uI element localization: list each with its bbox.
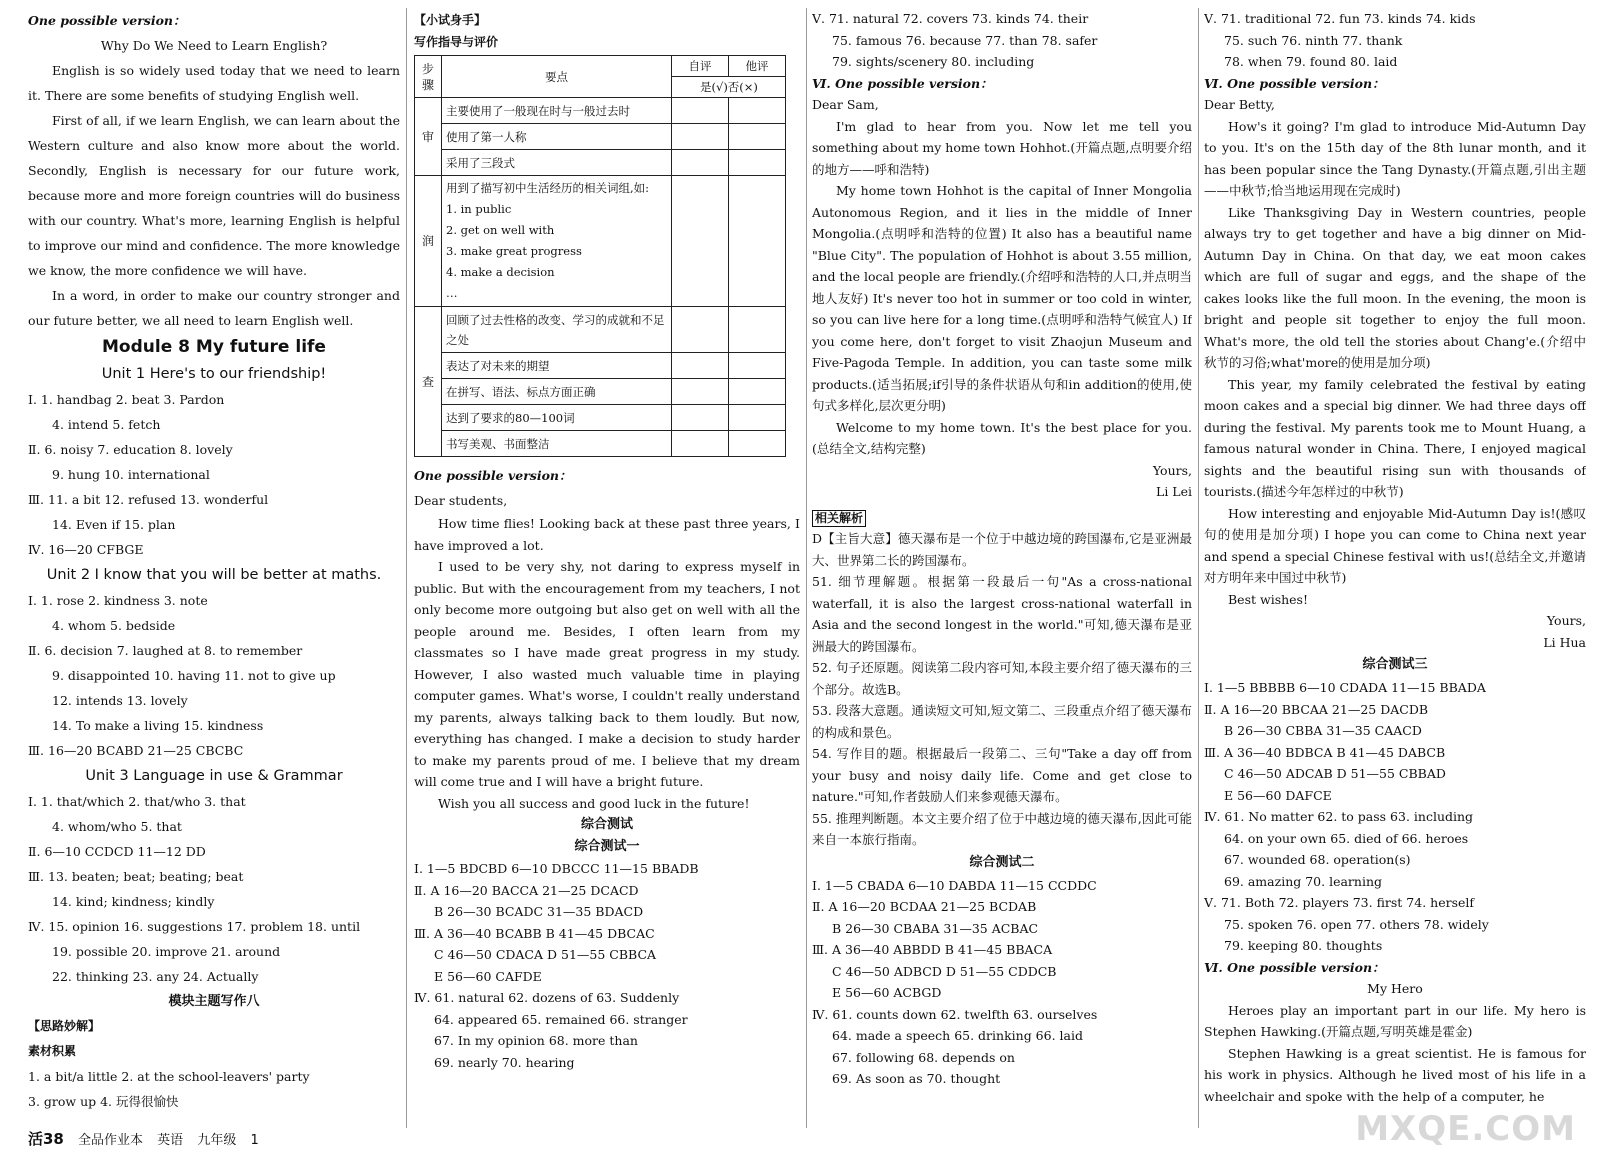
answer-line: Ⅲ. 13. beaten; beat; beating; beat — [28, 869, 244, 884]
rubric-point-intro: 用到了描写初中生活经历的相关词组,如: — [446, 181, 650, 195]
analysis-item: 54. 写作目的题。根据最后一段第二、三句"Take a day off from your busy and noisy daily life. Come and get close to nature."可知,作者鼓励人们来参观德天瀑布。 — [812, 746, 1192, 804]
page-number: 活38 — [28, 1130, 64, 1148]
table-row — [415, 353, 786, 379]
self-check-cell[interactable] — [672, 124, 729, 150]
column-divider — [406, 8, 407, 1128]
letter-paragraph: Like Thanksgiving Day in Western countries, people always try to get together and have a big dinner on Mid-Autumn Day in China. On that day, we eat moon cakes which are full of sugar and eggs, and the shape of the cakes looks like the full moon. In the evening, the moon is bright and people sit together to enjoy the full moon. What's more, the old tell the stories about Chang'e.(介绍中秋节的习俗;what'more的使用是加分项) — [1204, 204, 1586, 370]
answer-line: 19. possible 20. improve 21. around — [52, 944, 281, 959]
series-name: 全品作业本 — [78, 1133, 144, 1148]
table-row — [415, 431, 786, 457]
rubric-title: 写作指导与评价 — [414, 35, 499, 49]
unit-title: Unit 3 Language in use & Grammar — [85, 768, 343, 784]
self-check-cell[interactable] — [672, 150, 729, 176]
essay-title: My Hero — [1367, 981, 1423, 996]
essay-paragraph: In a word, in order to make our country stronger and our future better, we all need to learn English well. — [28, 288, 400, 328]
answer-line: 69. amazing 70. learning — [1224, 873, 1382, 889]
phrase-item: 2. get on well with — [446, 223, 555, 237]
letter-paragraph: How time flies! Looking back at these past three years, I have improved a lot. — [414, 516, 800, 553]
answer-line: Ⅰ. 1. handbag 2. beat 3. Pardon — [28, 392, 225, 407]
essay-paragraph: First of all, if we learn English, we can learn about the Western culture and also know more about the world. Secondly, English is necessary for our future work, because more and more foreign countries will do business with our country. What's more, learning English is helpful to improve our mind and confidence. The more knowledge we know, the more confidence we will have. — [28, 113, 400, 278]
volume-number: 1 — [250, 1133, 259, 1148]
essay-paragraph: Heroes play an important part in our life. My hero is Stephen Hawking.(开篇点题,写明英雄是霍金) — [1204, 1002, 1586, 1039]
answer-line: Ⅲ. A 36—40 BCABB B 41—45 DBCAC — [414, 925, 655, 941]
answer-line: 67. wounded 68. operation(s) — [1224, 852, 1411, 867]
step-label: 润 — [415, 176, 442, 307]
rubric-point: 回顾了过去性格的改变、学习的成就和不足之处 — [442, 307, 672, 353]
table-row — [415, 98, 786, 124]
answer-line: 69. nearly 70. hearing — [434, 1054, 575, 1070]
letter-signature: Li Hua — [1543, 634, 1586, 650]
step-label: 审 — [415, 98, 442, 176]
peer-check-cell[interactable] — [729, 405, 786, 431]
analysis-item: 53. 段落大意题。通读短文可知,短文第二、三段重点介绍了德天瀑布的构成和景色。 — [812, 703, 1192, 740]
answer-line: E 56—60 DAFCE — [1224, 787, 1332, 803]
answer-line: 67. following 68. depends on — [832, 1049, 1015, 1065]
letter-signature: Li Lei — [1156, 484, 1192, 499]
page-footer — [28, 1129, 269, 1151]
letter-paragraph: I used to be very shy, not daring to express myself in public. But with the encouragement from my teachers, I not only become more outgoing but also get on well with all the people around me. Besides, I often learn from my classmates so I have made great progress in my study. However, I also wasted much valuable time in playing computer games. What's worse, I couldn't really understand my parents, always talking back to them loudly. But now, everything has changed. I make a decision to study harder to make my parents proud of me. I believe that my dream will come true and I will have a bright future. — [414, 559, 800, 789]
answer-line: Ⅱ. A 16—20 BCDAA 21—25 BCDAB — [812, 899, 1037, 914]
answer-line: Ⅰ. 1—5 CBADA 6—10 DABDA 11—15 CCDDC — [812, 877, 1097, 893]
answer-line: 4. whom 5. bedside — [52, 618, 176, 633]
peer-check-cell[interactable] — [729, 150, 786, 176]
analysis-item: 51. 细节理解题。根据第一段最后一句"As a cross-national waterfall, it is also the largest cross-national waterfall in Asia and the second longest in the world."可知,德天瀑布是亚洲最大的跨国瀑布。 — [812, 574, 1192, 654]
self-check-cell[interactable] — [672, 307, 729, 353]
table-row — [415, 150, 786, 176]
column-divider — [806, 8, 807, 1128]
step-label: 查 — [415, 307, 442, 457]
phrase-item: 3. make great progress — [446, 244, 582, 258]
rubric-point: 主要使用了一般现在时与一般过去时 — [442, 98, 672, 124]
analysis-summary: D【主旨大意】德天瀑布是一个位于中越边境的跨国瀑布,它是亚洲最大、世界第二长的跨国瀑布。 — [812, 531, 1192, 568]
test-title: 综合测试三 — [1362, 657, 1428, 672]
header-step: 步骤 — [415, 56, 442, 98]
letter-paragraph: My home town Hohhot is the capital of Inner Mongolia Autonomous Region, and it lies in the middle of Inner Mongolia.(点明呼和浩特的位置) It also has a beautiful name "Blue City". The population of Hohhot is about 3.55 million, and the local people are friendly.(介绍呼和浩特的人口,并点明当地人友好) It's never too hot in summer or too cold in winter, so you can live here for a long time.(点明呼和浩特气候宜人) If you come here, don't forget to visit Zhaojun Museum and Five-Pagoda Temple. In addition, you can taste some milk products.(适当拓展;if引导的条件状语从句和in addition的使用,使句式多样化,层次更分明) — [812, 183, 1192, 413]
letter-greeting: Dear Sam, — [812, 97, 879, 112]
material-label: 素材积累 — [28, 1044, 77, 1058]
column-1 — [28, 8, 400, 1133]
answer-line: C 46—50 CDACA D 51—55 CBBCA — [434, 947, 657, 962]
module-title: Module 8 My future life — [102, 337, 326, 357]
letter-greeting: Dear Betty, — [1204, 97, 1275, 112]
header-peer: 他评 — [729, 56, 786, 77]
answer-line: 67. In my opinion 68. more than — [434, 1033, 638, 1048]
peer-check-cell[interactable] — [729, 176, 786, 307]
answer-line: 64. on your own 65. died of 66. heroes — [1224, 830, 1469, 846]
answer-line: 22. thinking 23. any 24. Actually — [52, 969, 259, 984]
header-yes-no: 是(√)否(×) — [672, 77, 786, 98]
letter-paragraph: Welcome to my home town. It's the best place for you.(总结全文,结构完整) — [812, 419, 1192, 456]
section-title: 综合测试 — [580, 817, 633, 832]
letter-paragraph: I'm glad to hear from you. Now let me tell you something about my home town Hohhot.(开篇点题,点明要介绍的地方——呼和浩特) — [812, 118, 1192, 177]
answer-line: Ⅳ. 16—20 CFBGE — [28, 542, 144, 557]
phrase-item: 1. in public — [446, 202, 512, 216]
answer-line: Ⅲ. A 36—40 ABBDD B 41—45 BBACA — [812, 942, 1053, 957]
analysis-item: 55. 推理判断题。本文主要介绍了位于中越边境的德天瀑布,因此可能来自一本旅行指南。 — [812, 810, 1192, 847]
phrase-item: … — [446, 286, 458, 300]
table-row — [415, 379, 786, 405]
answer-line: 14. Even if 15. plan — [52, 517, 176, 532]
rubric-point: 表达了对未来的期望 — [442, 353, 672, 379]
letter-greeting: Dear students, — [414, 493, 508, 508]
answer-line: E 56—60 CAFDE — [434, 968, 542, 984]
answer-line: 75. spoken 76. open 77. others 78. widely — [1224, 916, 1489, 932]
self-check-cell[interactable] — [672, 176, 729, 307]
answer-line: Ⅱ. 6. noisy 7. education 8. lovely — [28, 442, 233, 457]
answer-line: B 26—30 CBABA 31—35 ACBAC — [832, 920, 1039, 936]
table-row — [415, 405, 786, 431]
answer-line: Ⅰ. 1—5 BBBBB 6—10 CDADA 11—15 BBADA — [1204, 680, 1486, 695]
table-row — [415, 176, 786, 307]
essay-label: Ⅵ. One possible version： — [1204, 959, 1385, 975]
letter-closing: Yours, — [1546, 613, 1586, 628]
self-check-cell[interactable] — [672, 405, 729, 431]
essay-paragraph: English is so widely used today that we need to learn it. There are some benefits of studying English well. — [28, 63, 400, 103]
essay-label: Ⅵ. One possible version： — [1204, 75, 1385, 91]
answer-line: Ⅱ. 6. decision 7. laughed at 8. to remember — [28, 643, 303, 658]
answer-line: C 46—50 ADCAB D 51—55 CBBAD — [1224, 766, 1446, 781]
answer-line: 4. intend 5. fetch — [52, 417, 161, 432]
letter-closing: Yours, — [1152, 462, 1192, 478]
analysis-tag-row — [812, 507, 1192, 529]
table-row — [415, 56, 786, 77]
answer-line: 79. sights/scenery 80. including — [832, 54, 1035, 69]
answer-line: Ⅲ. A 36—40 BDBCA B 41—45 DABCB — [1204, 744, 1446, 760]
test-title: 综合测试二 — [969, 854, 1035, 870]
rubric-table — [414, 55, 786, 457]
peer-check-cell[interactable] — [729, 98, 786, 124]
table-row — [415, 307, 786, 353]
self-check-cell[interactable] — [672, 353, 729, 379]
rubric-point: 书写美观、书面整洁 — [442, 431, 672, 457]
essay-paragraph: Stephen Hawking is a great scientist. He is famous for his work in physics. Although he lived most of his life in a wheelchair and spoke with the help of a computer, he — [1204, 1045, 1586, 1104]
essay-label: One possible version： — [414, 468, 572, 483]
letter-paragraph: How's it going? I'm glad to introduce Mid-Autumn Day to you. It's on the 15th day of the 8th lunar month, and it has been popular since the Tang Dynasty.(开篇点题,引出主题——中秋节;恰当地运用现在完成时) — [1204, 118, 1586, 198]
tips-tag: 【思路妙解】 — [28, 1019, 101, 1033]
unit-title: Unit 2 I know that you will be better at maths. — [46, 567, 382, 583]
essay-label: One possible version： — [28, 13, 186, 28]
answer-line: 75. such 76. ninth 77. thank — [1224, 32, 1403, 48]
column-3 — [812, 8, 1192, 1133]
test-title: 综合测试一 — [574, 839, 640, 854]
answer-line: Ⅱ. 6—10 CCDCD 11—12 DD — [28, 844, 206, 859]
answer-line: 69. As soon as 70. thought — [832, 1071, 1001, 1086]
self-check-cell[interactable] — [672, 379, 729, 405]
column-divider — [1198, 8, 1199, 1128]
self-check-cell[interactable] — [672, 431, 729, 457]
peer-check-cell[interactable] — [729, 431, 786, 457]
section-title: 模块主题写作八 — [168, 994, 260, 1009]
grade-name: 九年级 — [197, 1133, 237, 1148]
subject-name: 英语 — [157, 1133, 184, 1148]
answer-line: Ⅰ. 1—5 BDCBD 6—10 DBCCC 11—15 BBADB — [414, 861, 699, 876]
answer-line: Ⅳ. 15. opinion 16. suggestions 17. problem 18. until — [28, 919, 361, 934]
answer-line: C 46—50 ADBCD D 51—55 CDDCB — [832, 963, 1057, 979]
try-tag: 【小试身手】 — [414, 13, 487, 27]
answer-line: 64. made a speech 65. drinking 66. laid — [832, 1028, 1083, 1043]
answer-line: 3. grow up 4. 玩得很愉快 — [28, 1094, 179, 1109]
answer-line: Ⅰ. 1. rose 2. kindness 3. note — [28, 593, 208, 608]
answer-line: B 26—30 CBBA 31—35 CAACD — [1224, 723, 1422, 738]
answer-line: Ⅳ. 61. natural 62. dozens of 63. Suddenly — [414, 990, 680, 1005]
answer-line: 9. disappointed 10. having 11. not to give up — [52, 668, 336, 683]
answer-line: 9. hung 10. international — [52, 467, 210, 482]
table-row — [415, 124, 786, 150]
rubric-point: 达到了要求的80—100词 — [442, 405, 672, 431]
answer-line: Ⅱ. A 16—20 BACCA 21—25 DCACD — [414, 882, 639, 898]
answer-line: B 26—30 BCADC 31—35 BDACD — [434, 904, 644, 919]
answer-line: E 56—60 ACBGD — [832, 985, 942, 1000]
answer-line: Ⅴ. 71. natural 72. covers 73. kinds 74. their — [812, 11, 1089, 26]
answer-line: Ⅴ. 71. traditional 72. fun 73. kinds 74. kids — [1204, 11, 1476, 26]
answer-line: Ⅳ. 61. counts down 62. twelfth 63. ourselves — [812, 1006, 1098, 1022]
unit-title: Unit 1 Here's to our friendship! — [101, 366, 327, 382]
answer-line: 78. when 79. found 80. laid — [1224, 54, 1398, 69]
rubric-point: 使用了第一人称 — [442, 124, 672, 150]
essay-label: Ⅵ. One possible version： — [812, 75, 993, 91]
self-check-cell[interactable] — [672, 98, 729, 124]
answer-line: 4. whom/who 5. that — [52, 819, 182, 834]
answer-line: 79. keeping 80. thoughts — [1224, 938, 1383, 953]
phrase-item: 4. make a decision — [446, 265, 555, 279]
analysis-tag: 相关解析 — [812, 510, 866, 527]
peer-check-cell[interactable] — [729, 307, 786, 353]
rubric-point: 在拼写、语法、标点方面正确 — [442, 379, 672, 405]
letter-paragraph: How interesting and enjoyable Mid-Autumn Day is!(感叹句的使用是加分项) I hope you can come to China next year and spend a special Chinese festival with us!(总结全文,并邀请对方明年来中国过中秋节) — [1204, 505, 1586, 585]
answer-line: 1. a bit/a little 2. at the school-leavers' party — [28, 1069, 310, 1084]
column-2 — [414, 8, 800, 1133]
header-points: 要点 — [442, 56, 672, 98]
answer-line: 64. appeared 65. remained 66. stranger — [434, 1011, 688, 1027]
peer-check-cell[interactable] — [729, 379, 786, 405]
answer-line: 12. intends 13. lovely — [52, 693, 188, 708]
column-4 — [1204, 8, 1586, 1133]
answer-line: Ⅲ. 11. a bit 12. refused 13. wonderful — [28, 492, 269, 507]
letter-paragraph: This year, my family celebrated the festival by eating moon cakes and a special big dinner. We had three days off during the festival. My parents took me to Mount Huang, a famous natural wonder in China. There, I enjoyed magical sights and the beautiful rising sun with thousands of tourists.(描述今年怎样过的中秋节) — [1204, 376, 1586, 499]
answer-line: 75. famous 76. because 77. than 78. safer — [832, 32, 1098, 48]
rubric-point — [442, 176, 672, 307]
header-self: 自评 — [672, 56, 729, 77]
answer-line: Ⅱ. A 16—20 BBCAA 21—25 DACDB — [1204, 701, 1429, 717]
answer-line: 14. kind; kindness; kindly — [52, 894, 215, 909]
rubric-point: 采用了三段式 — [442, 150, 672, 176]
answer-line: Ⅲ. 16—20 BCABD 21—25 CBCBC — [28, 743, 244, 758]
letter-paragraph: Best wishes! — [1228, 591, 1308, 607]
letter-paragraph: Wish you all success and good luck in the future! — [438, 795, 750, 811]
analysis-item: 52. 句子还原题。阅读第二段内容可知,本段主要介绍了德天瀑布的三个部分。故选B。 — [812, 660, 1192, 697]
peer-check-cell[interactable] — [729, 353, 786, 379]
answer-line: Ⅰ. 1. that/which 2. that/who 3. that — [28, 794, 246, 809]
peer-check-cell[interactable] — [729, 124, 786, 150]
answer-line: 14. To make a living 15. kindness — [52, 718, 264, 733]
answer-line: Ⅳ. 61. No matter 62. to pass 63. including — [1204, 809, 1474, 824]
watermark: MXQE.COM — [1355, 1109, 1576, 1149]
essay-title: Why Do We Need to Learn English? — [100, 38, 328, 53]
answer-line: Ⅴ. 71. Both 72. players 73. first 74. herself — [1204, 895, 1475, 910]
